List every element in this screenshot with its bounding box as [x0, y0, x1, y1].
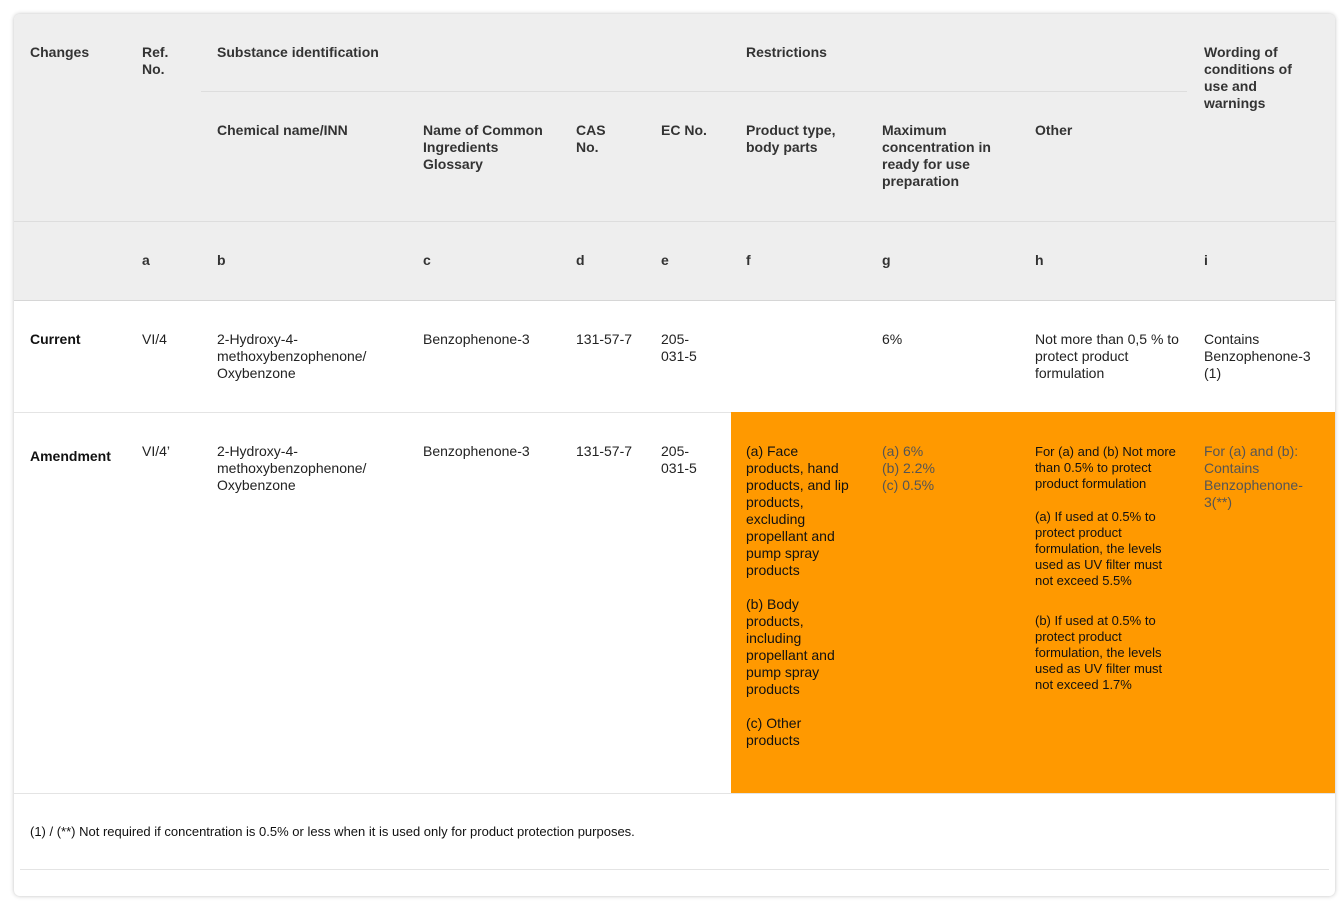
column-letter: a	[142, 252, 150, 268]
header-common-name: Name of Common Ingredients Glossary	[423, 122, 543, 172]
amendment-product-type	[746, 443, 852, 749]
row-label-current: Current	[30, 331, 81, 347]
header-restrictions: Restrictions	[746, 44, 827, 60]
column-letter: i	[1204, 252, 1208, 268]
row-divider	[14, 793, 1335, 794]
amendment-wording: For (a) and (b): Contains Benzophenone-3(**)	[1204, 443, 1303, 510]
header-divider	[14, 300, 1335, 301]
header-ec-no: EC No.	[661, 122, 707, 138]
amendment-common-name: Benzophenone-3	[423, 443, 530, 459]
product-type-a: (a) Face products, hand products, and lip products, excluding propellant and pump spray products	[746, 443, 849, 578]
header-divider	[201, 91, 1187, 92]
amendment-ec: 205-031-5	[661, 443, 697, 476]
column-letter: e	[661, 252, 669, 268]
row-label-amendment: Amendment	[30, 448, 111, 464]
product-type-c: (c) Other products	[746, 715, 802, 748]
column-letter: g	[882, 252, 891, 268]
amendment-other	[1035, 444, 1180, 693]
amendment-cas: 131-57-7	[576, 443, 633, 459]
amendment-ref: VI/4’	[142, 443, 171, 459]
current-cas: 131-57-7	[576, 331, 633, 347]
amendment-chemical-name: 2-Hydroxy-4-methoxybenzophenone/ Oxybenzone	[217, 443, 367, 493]
amendment-max-concentration	[882, 443, 982, 494]
footnote: (1) / (**) Not required if concentration is 0.5% or less when it is used only for product protection purposes.	[30, 824, 635, 839]
current-common-name: Benzophenone-3	[423, 331, 530, 347]
header-wording: Wording of conditions of use and warnings	[1204, 44, 1292, 111]
other-ab: For (a) and (b) Not more than 0.5% to protect product formulation	[1035, 444, 1176, 491]
other-b: (b) If used at 0.5% to protect product formulation, the levels used as UV filter must not exceed 1.7%	[1035, 613, 1163, 692]
header-substance-identification: Substance identification	[217, 44, 379, 60]
other-a: (a) If used at 0.5% to protect product formulation, the levels used as UV filter must not exceed 5.5%	[1035, 509, 1163, 588]
column-letter: d	[576, 252, 585, 268]
header-divider	[14, 221, 1335, 222]
header-other: Other	[1035, 122, 1073, 138]
column-letter: h	[1035, 252, 1044, 268]
column-letter: c	[423, 252, 431, 268]
current-wording: Contains Benzophenone-3 (1)	[1204, 331, 1311, 381]
current-chemical-name: 2-Hydroxy-4-methoxybenzophenone/ Oxybenzone	[217, 331, 367, 381]
column-letter: b	[217, 252, 226, 268]
current-ref: VI/4	[142, 331, 167, 347]
max-concentration-a: (a) 6%	[882, 443, 924, 459]
header-ref-no: Ref. No.	[142, 44, 169, 77]
max-concentration-b: (b) 2.2%	[882, 460, 935, 476]
header-changes: Changes	[30, 44, 90, 60]
header-max-concentration: Maximum concentration in ready for use preparation	[882, 122, 991, 189]
footer-divider	[20, 869, 1329, 870]
column-letter: f	[746, 252, 751, 268]
current-other: Not more than 0,5 % to protect product formulation	[1035, 331, 1179, 381]
current-max-concentration: 6%	[882, 331, 903, 347]
product-type-b: (b) Body products, including propellant and pump spray products	[746, 596, 835, 697]
regulation-table-card	[14, 14, 1335, 896]
header-chemical-name: Chemical name/INN	[217, 122, 348, 138]
max-concentration-c: (c) 0.5%	[882, 477, 935, 493]
header-cas-no: CAS No.	[576, 122, 606, 155]
header-product-type: Product type, body parts	[746, 122, 836, 155]
table-header	[14, 14, 1335, 300]
current-ec: 205-031-5	[661, 331, 697, 364]
